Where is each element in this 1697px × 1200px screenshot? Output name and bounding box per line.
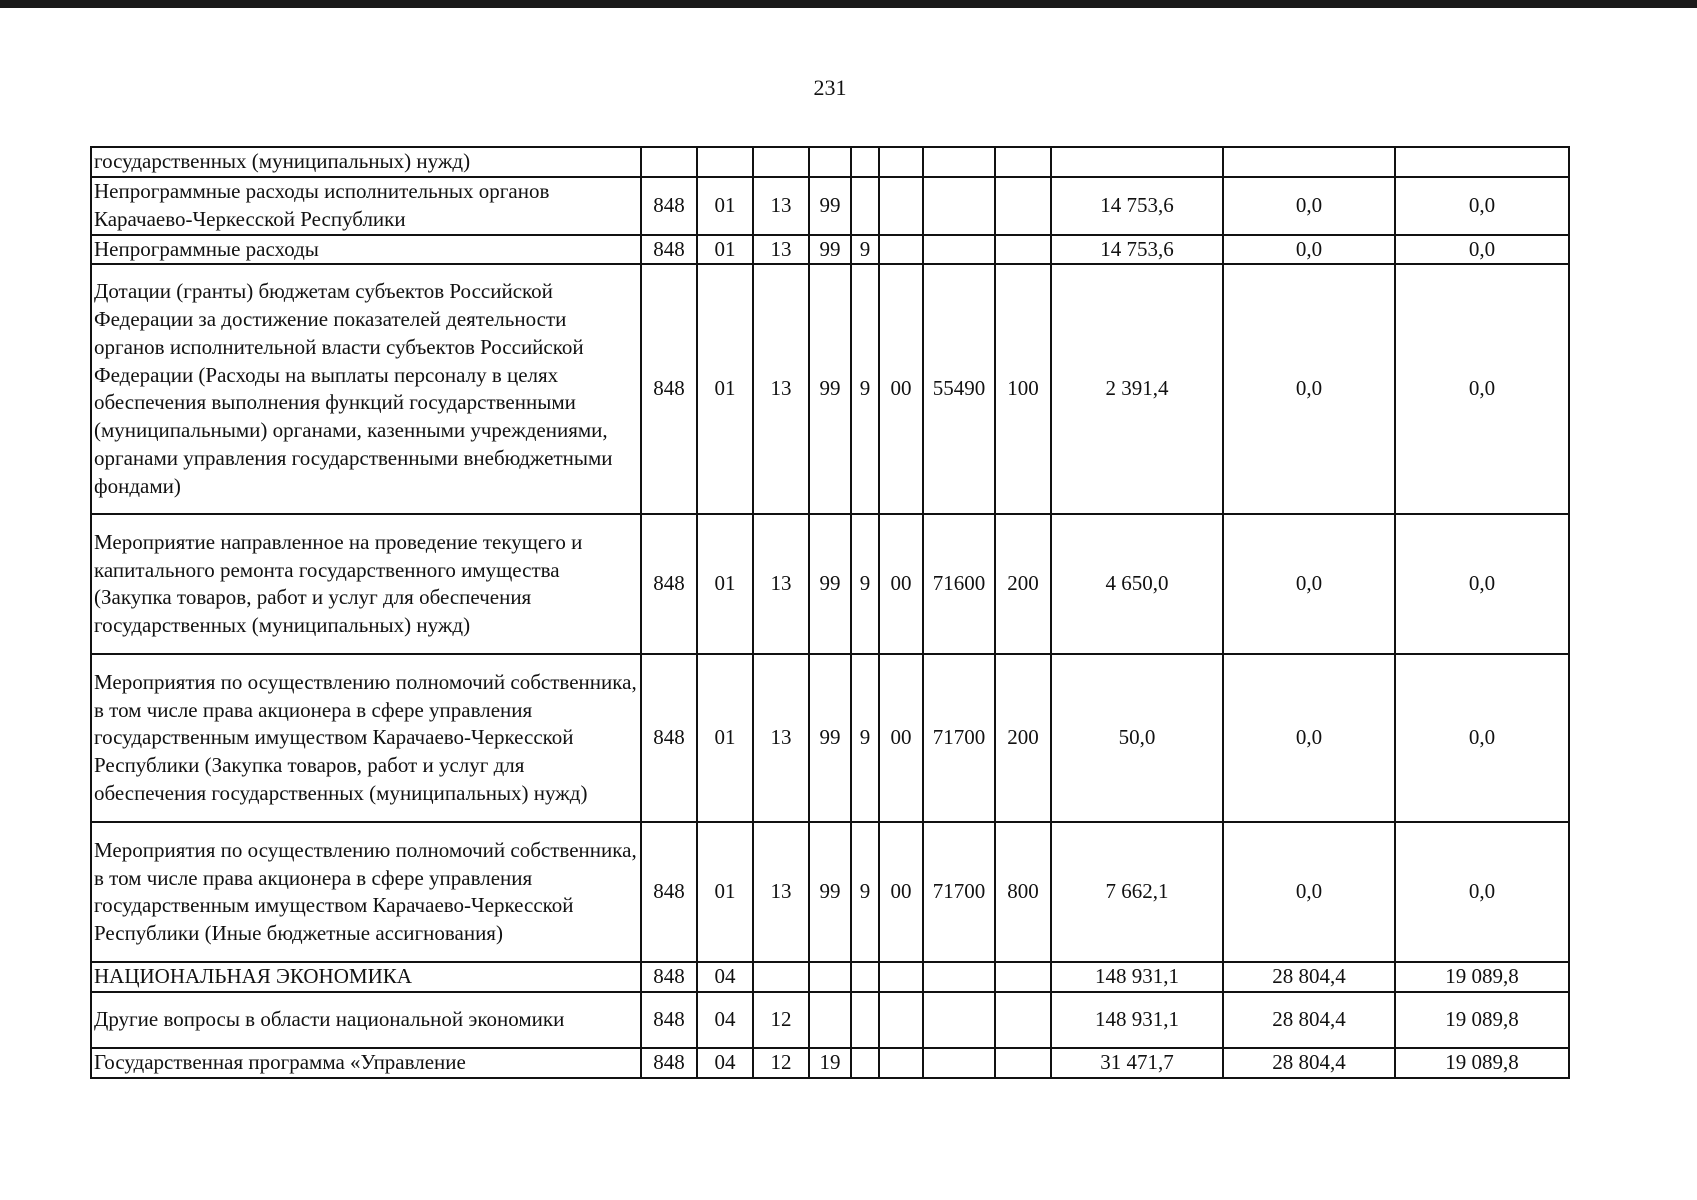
activity-cell xyxy=(879,235,923,265)
subprogram-cell xyxy=(851,1048,879,1078)
activity-cell: 00 xyxy=(879,264,923,514)
expense-type-cell xyxy=(995,992,1051,1048)
table-body xyxy=(91,147,1569,1078)
admin-code-cell: 848 xyxy=(641,822,697,962)
program-cell: 99 xyxy=(809,654,851,822)
admin-code-cell: 848 xyxy=(641,992,697,1048)
expense-direction-cell xyxy=(923,235,995,265)
section-cell: 04 xyxy=(697,992,753,1048)
expense-direction-cell: 71600 xyxy=(923,514,995,654)
amount-year3-cell xyxy=(1395,147,1569,177)
program-cell: 99 xyxy=(809,235,851,265)
table-row xyxy=(91,992,1569,1048)
item-name-cell: Мероприятие направленное на проведение текущего и капитального ремонта государственного имущества (Закупка товаров, работ и услуг для обеспечения государственных (муниципальных) нужд) xyxy=(91,514,641,654)
amount-year1-cell: 14 753,6 xyxy=(1051,235,1223,265)
item-name-cell: Мероприятия по осуществлению полномочий собственника, в том числе права акционера в сфере управления государственным имуществом Карачаево-Черкесской Республики (Иные бюджетные ассигнования) xyxy=(91,822,641,962)
activity-cell: 00 xyxy=(879,822,923,962)
item-name-cell: Непрограммные расходы xyxy=(91,235,641,265)
activity-cell xyxy=(879,992,923,1048)
program-cell xyxy=(809,962,851,992)
admin-code-cell: 848 xyxy=(641,1048,697,1078)
scan-top-edge xyxy=(0,0,1697,8)
subsection-cell: 13 xyxy=(753,822,809,962)
item-name-cell: Государственная программа «Управление xyxy=(91,1048,641,1078)
amount-year3-cell: 0,0 xyxy=(1395,654,1569,822)
item-name-cell: НАЦИОНАЛЬНАЯ ЭКОНОМИКА xyxy=(91,962,641,992)
subprogram-cell xyxy=(851,147,879,177)
subsection-cell xyxy=(753,147,809,177)
admin-code-cell: 848 xyxy=(641,962,697,992)
table-row xyxy=(91,177,1569,235)
table-row xyxy=(91,514,1569,654)
program-cell: 99 xyxy=(809,514,851,654)
amount-year2-cell: 28 804,4 xyxy=(1223,992,1395,1048)
amount-year1-cell: 14 753,6 xyxy=(1051,177,1223,235)
subprogram-cell: 9 xyxy=(851,654,879,822)
amount-year1-cell: 4 650,0 xyxy=(1051,514,1223,654)
subsection-cell: 13 xyxy=(753,514,809,654)
table-row xyxy=(91,654,1569,822)
amount-year1-cell: 2 391,4 xyxy=(1051,264,1223,514)
subprogram-cell: 9 xyxy=(851,235,879,265)
program-cell: 99 xyxy=(809,177,851,235)
subprogram-cell xyxy=(851,177,879,235)
admin-code-cell: 848 xyxy=(641,177,697,235)
expense-direction-cell xyxy=(923,992,995,1048)
section-cell: 01 xyxy=(697,514,753,654)
expense-type-cell: 200 xyxy=(995,514,1051,654)
section-cell xyxy=(697,147,753,177)
section-cell: 01 xyxy=(697,822,753,962)
program-cell: 99 xyxy=(809,822,851,962)
activity-cell xyxy=(879,147,923,177)
amount-year1-cell: 7 662,1 xyxy=(1051,822,1223,962)
table-row xyxy=(91,147,1569,177)
table-row xyxy=(91,822,1569,962)
expense-type-cell: 800 xyxy=(995,822,1051,962)
budget-table xyxy=(90,146,1570,1079)
expense-direction-cell: 71700 xyxy=(923,654,995,822)
expense-type-cell: 100 xyxy=(995,264,1051,514)
expense-direction-cell xyxy=(923,177,995,235)
item-name-cell: Непрограммные расходы исполнительных органов Карачаево-Черкесской Республики xyxy=(91,177,641,235)
activity-cell xyxy=(879,177,923,235)
table-row xyxy=(91,1048,1569,1078)
expense-type-cell xyxy=(995,235,1051,265)
amount-year1-cell: 148 931,1 xyxy=(1051,962,1223,992)
expense-direction-cell xyxy=(923,147,995,177)
amount-year2-cell: 0,0 xyxy=(1223,235,1395,265)
section-cell: 04 xyxy=(697,962,753,992)
amount-year3-cell: 0,0 xyxy=(1395,264,1569,514)
program-cell xyxy=(809,147,851,177)
amount-year2-cell: 0,0 xyxy=(1223,264,1395,514)
program-cell: 99 xyxy=(809,264,851,514)
amount-year2-cell: 0,0 xyxy=(1223,514,1395,654)
item-name-cell: Дотации (гранты) бюджетам субъектов Российской Федерации за достижение показателей деятельности органов исполнительной власти субъектов Российской Федерации (Расходы на выплаты персоналу в целях обеспечения выполнения функций государственными (муниципальными) органами, казенными учреждениями, органами управления государственными внебюджетными фондами) xyxy=(91,264,641,514)
item-name-cell: Другие вопросы в области национальной экономики xyxy=(91,992,641,1048)
amount-year3-cell: 0,0 xyxy=(1395,177,1569,235)
item-name-cell: Мероприятия по осуществлению полномочий собственника, в том числе права акционера в сфере управления государственным имуществом Карачаево-Черкесской Республики (Закупка товаров, работ и услуг для обеспечения государственных (муниципальных) нужд) xyxy=(91,654,641,822)
amount-year3-cell: 0,0 xyxy=(1395,822,1569,962)
program-cell: 19 xyxy=(809,1048,851,1078)
amount-year3-cell: 19 089,8 xyxy=(1395,992,1569,1048)
admin-code-cell: 848 xyxy=(641,264,697,514)
section-cell: 01 xyxy=(697,264,753,514)
amount-year1-cell: 31 471,7 xyxy=(1051,1048,1223,1078)
table-row xyxy=(91,235,1569,265)
section-cell: 01 xyxy=(697,177,753,235)
amount-year3-cell: 19 089,8 xyxy=(1395,962,1569,992)
expense-direction-cell: 55490 xyxy=(923,264,995,514)
activity-cell: 00 xyxy=(879,514,923,654)
expense-type-cell: 200 xyxy=(995,654,1051,822)
expense-type-cell xyxy=(995,147,1051,177)
admin-code-cell: 848 xyxy=(641,235,697,265)
subprogram-cell xyxy=(851,992,879,1048)
program-cell xyxy=(809,992,851,1048)
subprogram-cell: 9 xyxy=(851,822,879,962)
amount-year2-cell: 28 804,4 xyxy=(1223,962,1395,992)
section-cell: 01 xyxy=(697,235,753,265)
subprogram-cell xyxy=(851,962,879,992)
subsection-cell: 12 xyxy=(753,992,809,1048)
activity-cell: 00 xyxy=(879,654,923,822)
amount-year2-cell: 0,0 xyxy=(1223,654,1395,822)
expense-direction-cell xyxy=(923,962,995,992)
amount-year1-cell: 148 931,1 xyxy=(1051,992,1223,1048)
page-number: 231 xyxy=(813,75,847,100)
subsection-cell: 13 xyxy=(753,177,809,235)
section-cell: 04 xyxy=(697,1048,753,1078)
section-cell: 01 xyxy=(697,654,753,822)
amount-year2-cell: 28 804,4 xyxy=(1223,1048,1395,1078)
table-row xyxy=(91,264,1569,514)
amount-year2-cell: 0,0 xyxy=(1223,822,1395,962)
amount-year2-cell xyxy=(1223,147,1395,177)
activity-cell xyxy=(879,1048,923,1078)
expense-type-cell xyxy=(995,177,1051,235)
amount-year3-cell: 0,0 xyxy=(1395,235,1569,265)
amount-year1-cell: 50,0 xyxy=(1051,654,1223,822)
subprogram-cell: 9 xyxy=(851,264,879,514)
subsection-cell: 13 xyxy=(753,264,809,514)
item-name-cell: государственных (муниципальных) нужд) xyxy=(91,147,641,177)
expense-direction-cell xyxy=(923,1048,995,1078)
amount-year2-cell: 0,0 xyxy=(1223,177,1395,235)
table-row xyxy=(91,962,1569,992)
activity-cell xyxy=(879,962,923,992)
expense-type-cell xyxy=(995,1048,1051,1078)
admin-code-cell: 848 xyxy=(641,654,697,822)
subsection-cell xyxy=(753,962,809,992)
amount-year3-cell: 0,0 xyxy=(1395,514,1569,654)
expense-type-cell xyxy=(995,962,1051,992)
subprogram-cell: 9 xyxy=(851,514,879,654)
admin-code-cell xyxy=(641,147,697,177)
subsection-cell: 13 xyxy=(753,235,809,265)
amount-year1-cell xyxy=(1051,147,1223,177)
admin-code-cell: 848 xyxy=(641,514,697,654)
amount-year3-cell: 19 089,8 xyxy=(1395,1048,1569,1078)
subsection-cell: 12 xyxy=(753,1048,809,1078)
expense-direction-cell: 71700 xyxy=(923,822,995,962)
subsection-cell: 13 xyxy=(753,654,809,822)
